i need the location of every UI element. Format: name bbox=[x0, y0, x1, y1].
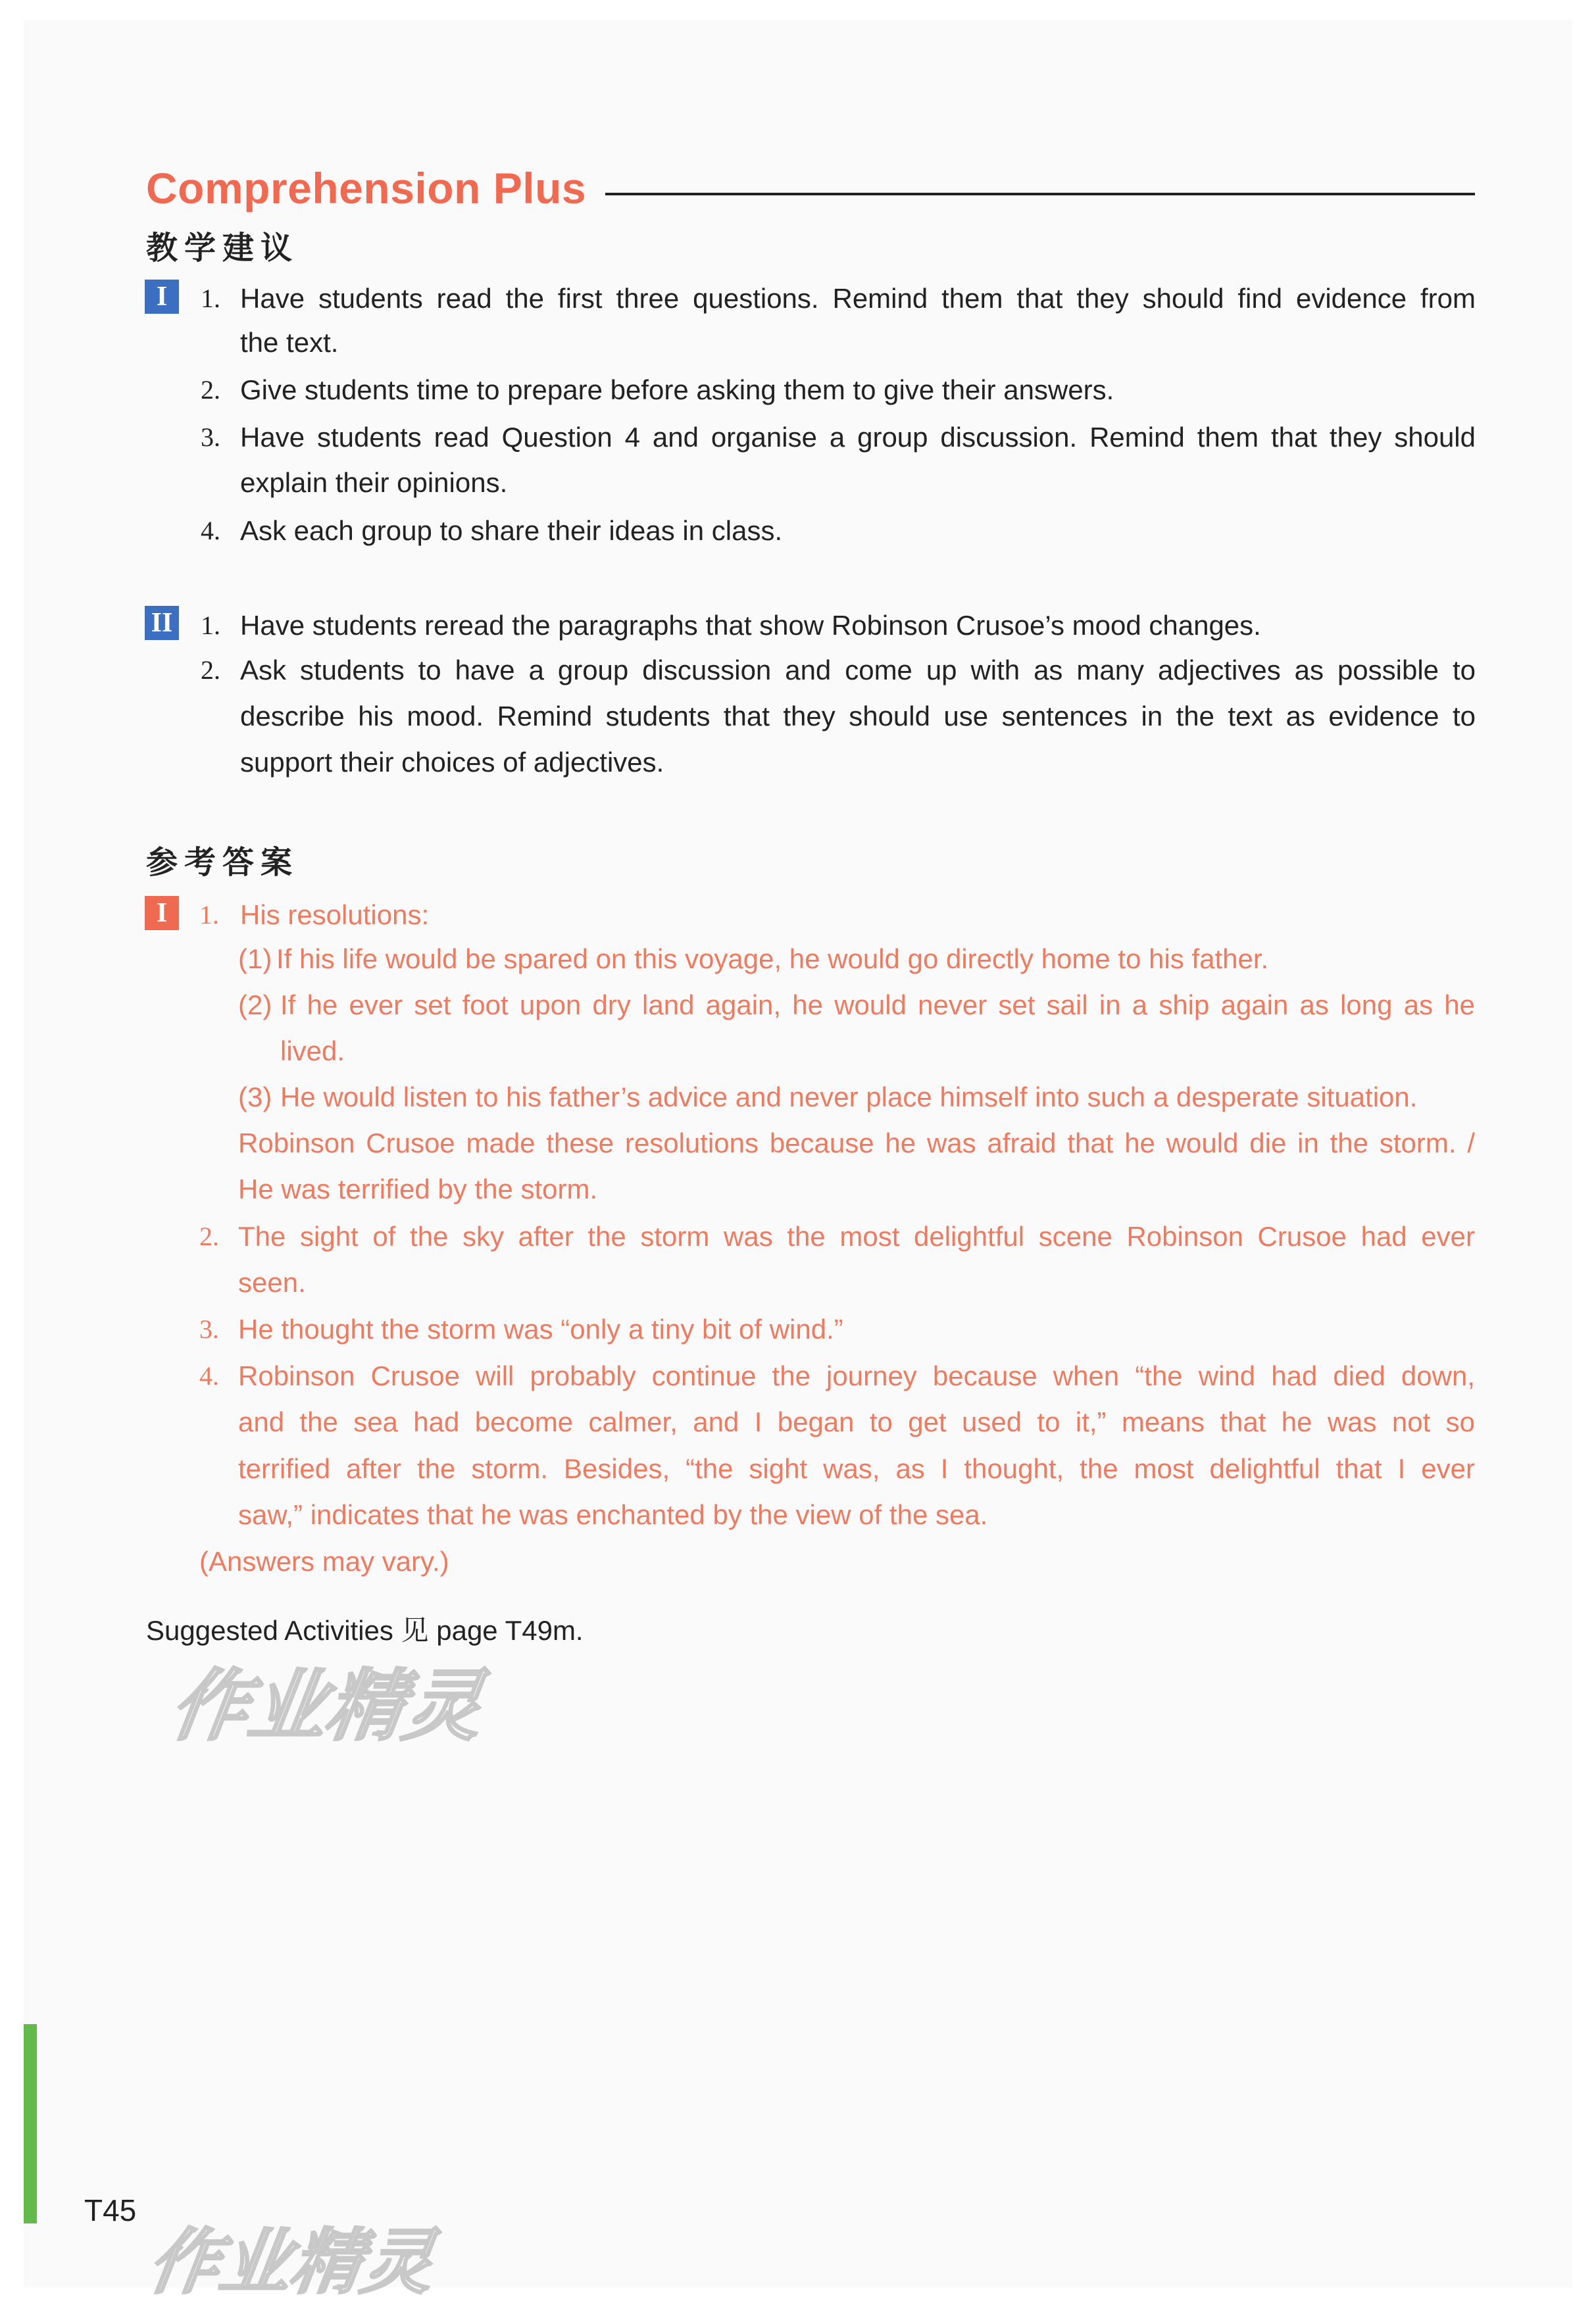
answer-four-line: saw,” indicates that he was enchanted by the view of the sea. bbox=[238, 1499, 988, 1530]
teaching-two-line: describe his mood. Remind students that they should use sentences in the text as evidence to bbox=[240, 701, 1476, 732]
teaching-one-num-2: 2. bbox=[201, 375, 220, 405]
answer-one-reason: Robinson Crusoe made these resolutions because he was afraid that he would die in the storm. / bbox=[238, 1128, 1475, 1158]
page-number: T45 bbox=[84, 2193, 137, 2227]
teaching-one-num-3: 3. bbox=[201, 422, 220, 452]
teaching-one-line: Give students time to prepare before asking them to give their answers. bbox=[240, 374, 1114, 405]
teaching-one-line: explain their opinions. bbox=[240, 467, 508, 498]
section-title: Comprehension Plus bbox=[146, 164, 587, 212]
suggested-activities-note: Suggested Activities 见 page T49m. bbox=[146, 1615, 584, 1646]
teaching-one-line: Ask each group to share their ideas in class. bbox=[240, 515, 783, 546]
teaching-two-num-2: 2. bbox=[201, 655, 220, 685]
answers-heading: 参考答案 bbox=[146, 844, 299, 881]
answers-one-badge: I bbox=[145, 896, 179, 930]
answer-num-1: 1. bbox=[199, 900, 219, 930]
teaching-two-line: Have students reread the paragraphs that show Robinson Crusoe’s mood changes. bbox=[240, 610, 1261, 641]
answer-two-line: The sight of the sky after the storm was the most delightful scene Robinson Crusoe had ever bbox=[238, 1221, 1475, 1252]
answer-four-line: and the sea had become calmer, and I began to get used to it,” means that he was not so bbox=[238, 1406, 1475, 1437]
teaching-two-line: Ask students to have a group discussion and come up with as many adjectives as possible to bbox=[240, 655, 1476, 685]
answer-two-line: seen. bbox=[238, 1267, 306, 1298]
resolution-label-1: (1) bbox=[238, 943, 272, 974]
teaching-two-line: support their choices of adjectives. bbox=[240, 747, 664, 778]
answer-one-reason: He was terrified by the storm. bbox=[238, 1174, 598, 1204]
teaching-one-num-1: 1. bbox=[201, 284, 220, 313]
resolution-label-3: (3) bbox=[238, 1081, 272, 1112]
watermark-text: 作业精灵 bbox=[143, 2221, 439, 2304]
green-side-bar bbox=[24, 2024, 37, 2223]
teaching-one-line: Have students read Question 4 and organise a group discussion. Remind them that they should bbox=[240, 422, 1476, 453]
teaching-one-line: the text. bbox=[240, 327, 339, 358]
answer-four-line: terrified after the storm. Besides, “the sight was, as I thought, the most delightful that I ever bbox=[238, 1453, 1475, 1484]
resolution-text: If his life would be spared on this voyage, he would go directly home to his father. bbox=[276, 943, 1269, 974]
resolution-text: If he ever set foot upon dry land again, he would never set sail in a ship again as long as he bbox=[280, 989, 1475, 1020]
resolution-text: lived. bbox=[280, 1035, 345, 1066]
answers-note: (Answers may vary.) bbox=[199, 1546, 449, 1577]
answer-one-intro: His resolutions: bbox=[240, 899, 430, 930]
part-two-badge: II bbox=[145, 606, 179, 640]
answer-num-4: 4. bbox=[199, 1361, 219, 1391]
answer-num-3: 3. bbox=[199, 1314, 219, 1344]
watermark-text: 作业精灵 bbox=[164, 1660, 489, 1751]
answer-three-line: He thought the storm was “only a tiny bit of wind.” bbox=[238, 1314, 843, 1345]
resolution-label-2: (2) bbox=[238, 989, 272, 1020]
answer-num-2: 2. bbox=[199, 1222, 219, 1251]
teaching-one-line: Have students read the first three questions. Remind them that they should find evidence from bbox=[240, 283, 1476, 314]
teaching-two-num-1: 1. bbox=[201, 610, 220, 640]
teaching-one-num-4: 4. bbox=[201, 516, 220, 545]
teaching-heading: 教学建议 bbox=[146, 230, 299, 266]
resolution-text: He would listen to his father’s advice and never place himself into such a desperate situation. bbox=[280, 1081, 1418, 1112]
part-one-badge: I bbox=[145, 280, 179, 314]
title-rule bbox=[605, 193, 1475, 195]
answer-four-line: Robinson Crusoe will probably continue the journey because when “the wind had died down, bbox=[238, 1360, 1475, 1391]
